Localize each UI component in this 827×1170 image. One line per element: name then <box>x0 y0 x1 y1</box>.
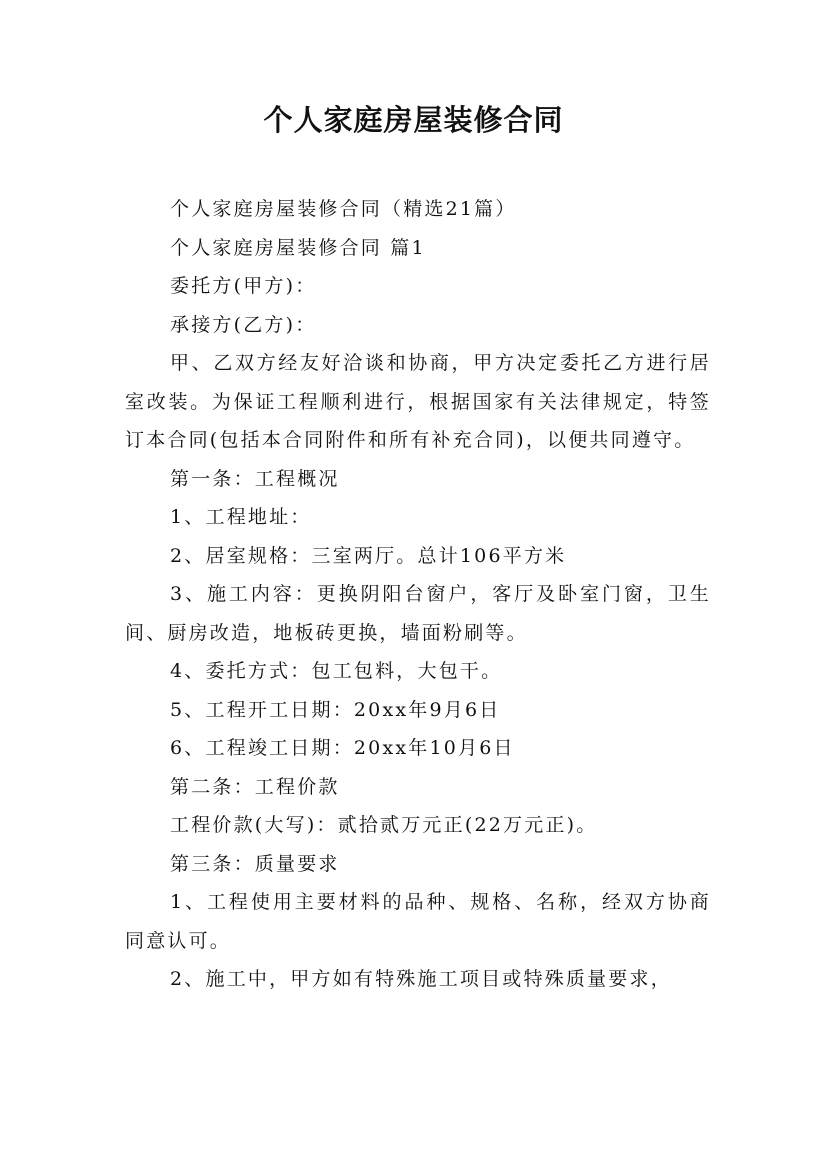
paragraph-item: 1、工程地址： <box>170 506 312 528</box>
paragraph-subtitle: 个人家庭房屋装修合同（精选21篇） <box>170 198 517 220</box>
paragraph-item: 2、居室规格：三室两厅。总计106平方米 <box>170 544 567 567</box>
paragraph-item: 5、工程开工日期：20xx年9月6日 <box>170 698 501 721</box>
paragraph-party-a: 委托方(甲方)： <box>170 275 317 297</box>
paragraph-item: 3、施工内容：更换阴阳台窗户，客厅及卧室门窗，卫生间、厨房改造，地板砖更换，墙面粉刷等。 <box>125 583 711 644</box>
paragraph-item: 工程价款(大写)：贰拾贰万元正(22万元正)。 <box>170 814 598 836</box>
paragraph-chapter-heading: 个人家庭房屋装修合同 篇1 <box>170 236 426 259</box>
document-body <box>125 190 711 999</box>
section-heading-2: 第二条：工程价款 <box>170 775 340 798</box>
section-heading-1: 第一条：工程概况 <box>170 467 340 490</box>
section-heading-3: 第三条：质量要求 <box>170 852 340 875</box>
document-title: 个人家庭房屋装修合同 <box>263 103 564 137</box>
paragraph-party-b: 承接方(乙方)： <box>170 313 317 336</box>
paragraph-preamble: 甲、乙双方经友好洽谈和协商，甲方决定委托乙方进行居室改装。为保证工程顺利进行，根据国家有关法律规定，特签订本合同(包括本合同附件和所有补充合同)，以便共同遵守。 <box>125 352 711 451</box>
paragraph-item: 2、施工中，甲方如有特殊施工项目或特殊质量要求， <box>170 968 672 990</box>
paragraph-item: 1、工程使用主要材料的品种、规格、名称，经双方协商同意认可。 <box>125 891 711 952</box>
paragraph-item: 4、委托方式：包工包料，大包干。 <box>170 660 503 682</box>
paragraph-item: 6、工程竣工日期：20xx年10月6日 <box>170 737 515 759</box>
